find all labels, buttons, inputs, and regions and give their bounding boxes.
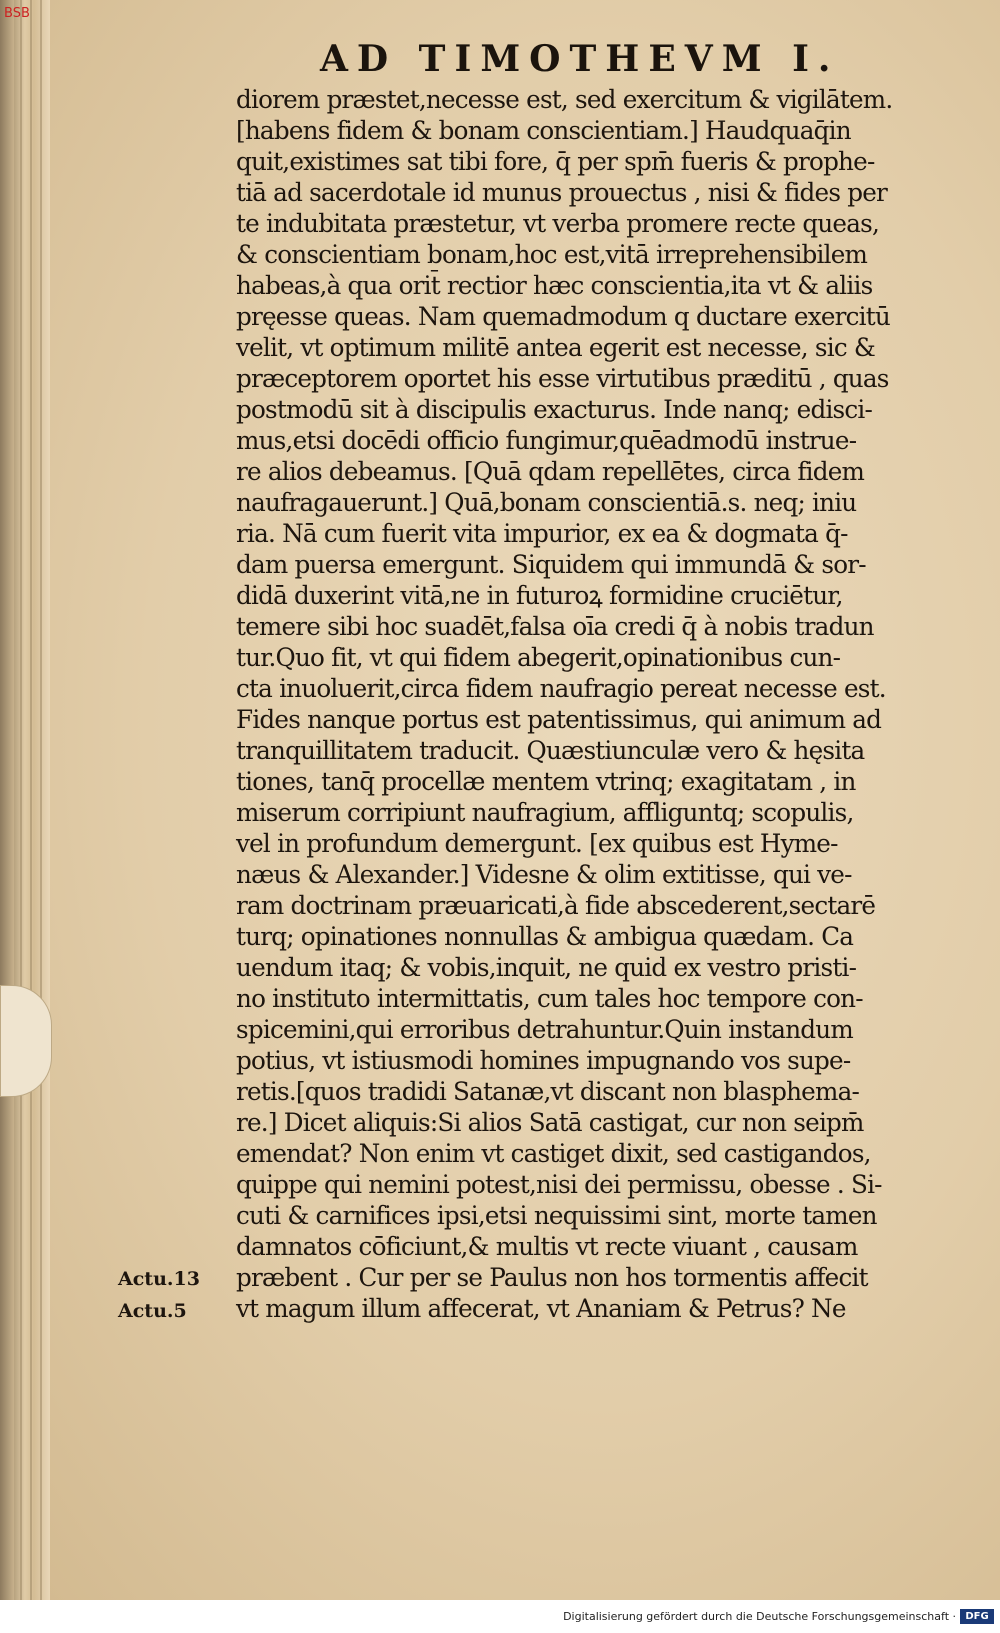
text-line: vel in profundum demergunt. [ex quibus est Hyme- (236, 829, 838, 858)
text-line: ram doctrinam præuaricati,à fide abscederent,sectarē (236, 891, 876, 920)
text-line: dam puersa emergunt. Siquidem qui immundā & sor- (236, 550, 866, 579)
text-line: habeas,à qua orit̄ rectior hæc conscientia,ita vt & aliis (236, 271, 873, 300)
text-line: no instituto intermittatis, cum tales hoc tempore con- (236, 984, 863, 1013)
text-line: præbent . Cur per se Paulus non hos tormentis affecit (236, 1263, 868, 1292)
text-line: cuti & carnifices ipsi,etsi nequissimi sint, morte tamen (236, 1201, 877, 1230)
text-line: postmodū sit à discipulis exacturus. Inde nanq; edisci- (236, 395, 873, 424)
body-text (236, 84, 946, 1324)
text-line: næus & Alexander.] Videsne & olim extitisse, qui ve- (236, 860, 852, 889)
text-line: velit, vt optimum militē antea egerit est necesse, sic & (236, 333, 876, 362)
text-line: didā duxerint vitā,ne in futuroꝝ formidine cruciētur, (236, 581, 843, 610)
text-line: re alios debeamus. [Quā qdam repellētes, circa fidem (236, 457, 865, 486)
text-line: damnatos cōficiunt,& multis vt recte viuant , causam (236, 1232, 858, 1261)
text-line: vt magum illum affecerat, vt Ananiam & Petrus? Ne (236, 1294, 846, 1323)
text-line: præceptorem oportet his esse virtutibus præditū , quas (236, 364, 889, 393)
text-line: emendat? Non enim vt castiget dixit, sed castigandos, (236, 1139, 871, 1168)
margin-note: Actu.5 (118, 1300, 187, 1322)
text-line: uendum itaq; & vobis,inquit, ne quid ex vestro pristi- (236, 953, 857, 982)
text-line: quit,existimes sat tibi fore, q̄ per spm̄ fueris & prophe- (236, 147, 875, 176)
funding-credit: Digitalisierung gefördert durch die Deutsche Forschungsgemeinschaft · (563, 1610, 956, 1623)
text-line: te indubitata præstetur, vt verba promere recte queas, (236, 209, 880, 238)
footer-bar (0, 1600, 1000, 1633)
text-line: quippe qui nemini potest,nisi dei permissu, obesse . Si- (236, 1170, 882, 1199)
text-line: tiā ad sacerdotale id munus prouectus , nisi & fides per (236, 178, 888, 207)
text-line: miserum corripiunt naufragium, affliguntq; scopulis, (236, 798, 854, 827)
text-line: & conscientiam bonam,hoc est,vitā irreprehensibilem (236, 240, 868, 269)
text-line: ria. Nā cum fuerit vita impurior, ex ea & dogmata q̄- (236, 519, 848, 548)
margin-note: Actu.13 (118, 1268, 200, 1290)
text-line: tiones, tanq̄ procellæ mentem vtrinq; exagitatam , in (236, 767, 856, 796)
text-line: potius, vt istiusmodi homines impugnando vos supe- (236, 1046, 851, 1075)
text-line: pręesse queas. Nam quemadmodum q ductare exercitū (236, 302, 890, 331)
gutter-line (30, 0, 32, 1600)
page-gutter (14, 0, 50, 1600)
text-line: re.] Dicet aliquis:Si alios Satā castigat, cur non seipm̄ (236, 1108, 864, 1137)
text-line: spicemini,qui erroribus detrahuntur.Quin instandum (236, 1015, 853, 1044)
text-line: naufragauerunt.] Quā,bonam conscientiā.s. neq; iniu (236, 488, 857, 517)
text-line: tranquillitatem traducit. Quæstiunculæ vero & hęsita (236, 736, 865, 765)
text-line: temere sibi hoc suadēt,falsa oīa credi q̄ à nobis tradun (236, 612, 874, 641)
text-line: turq; opinationes nonnullas & ambigua quædam. Ca (236, 922, 854, 951)
text-line: tur.Quo fit, vt qui fidem abegerit,opinationibus cun- (236, 643, 841, 672)
margin-notes (118, 1263, 228, 1327)
text-line: mus,etsi docēdi officio fungimur,quēadmodū instrue- (236, 426, 857, 455)
gutter-line (20, 0, 22, 1600)
text-line: cta inuoluerit,circa fidem naufragio pereat necesse est. (236, 674, 886, 703)
text-line: diorem præstet,necesse est, sed exercitum & vigilātem. (236, 85, 893, 114)
gutter-line (40, 0, 42, 1600)
library-mark: BSB (4, 6, 30, 21)
text-line: [habens fidem & bonam conscientiam.] Haudquaq̄in (236, 116, 851, 145)
text-line: Fides nanque portus est patentissimus, qui animum ad (236, 705, 882, 734)
bookmark-tab (0, 985, 52, 1097)
running-title: AD TIMOTHEVM I. (320, 38, 840, 80)
text-line: retis.[quos tradidi Satanæ,vt discant non blasphema- (236, 1077, 860, 1106)
book-spine-edge (0, 0, 14, 1600)
dfg-logo-icon: DFG (960, 1609, 994, 1624)
